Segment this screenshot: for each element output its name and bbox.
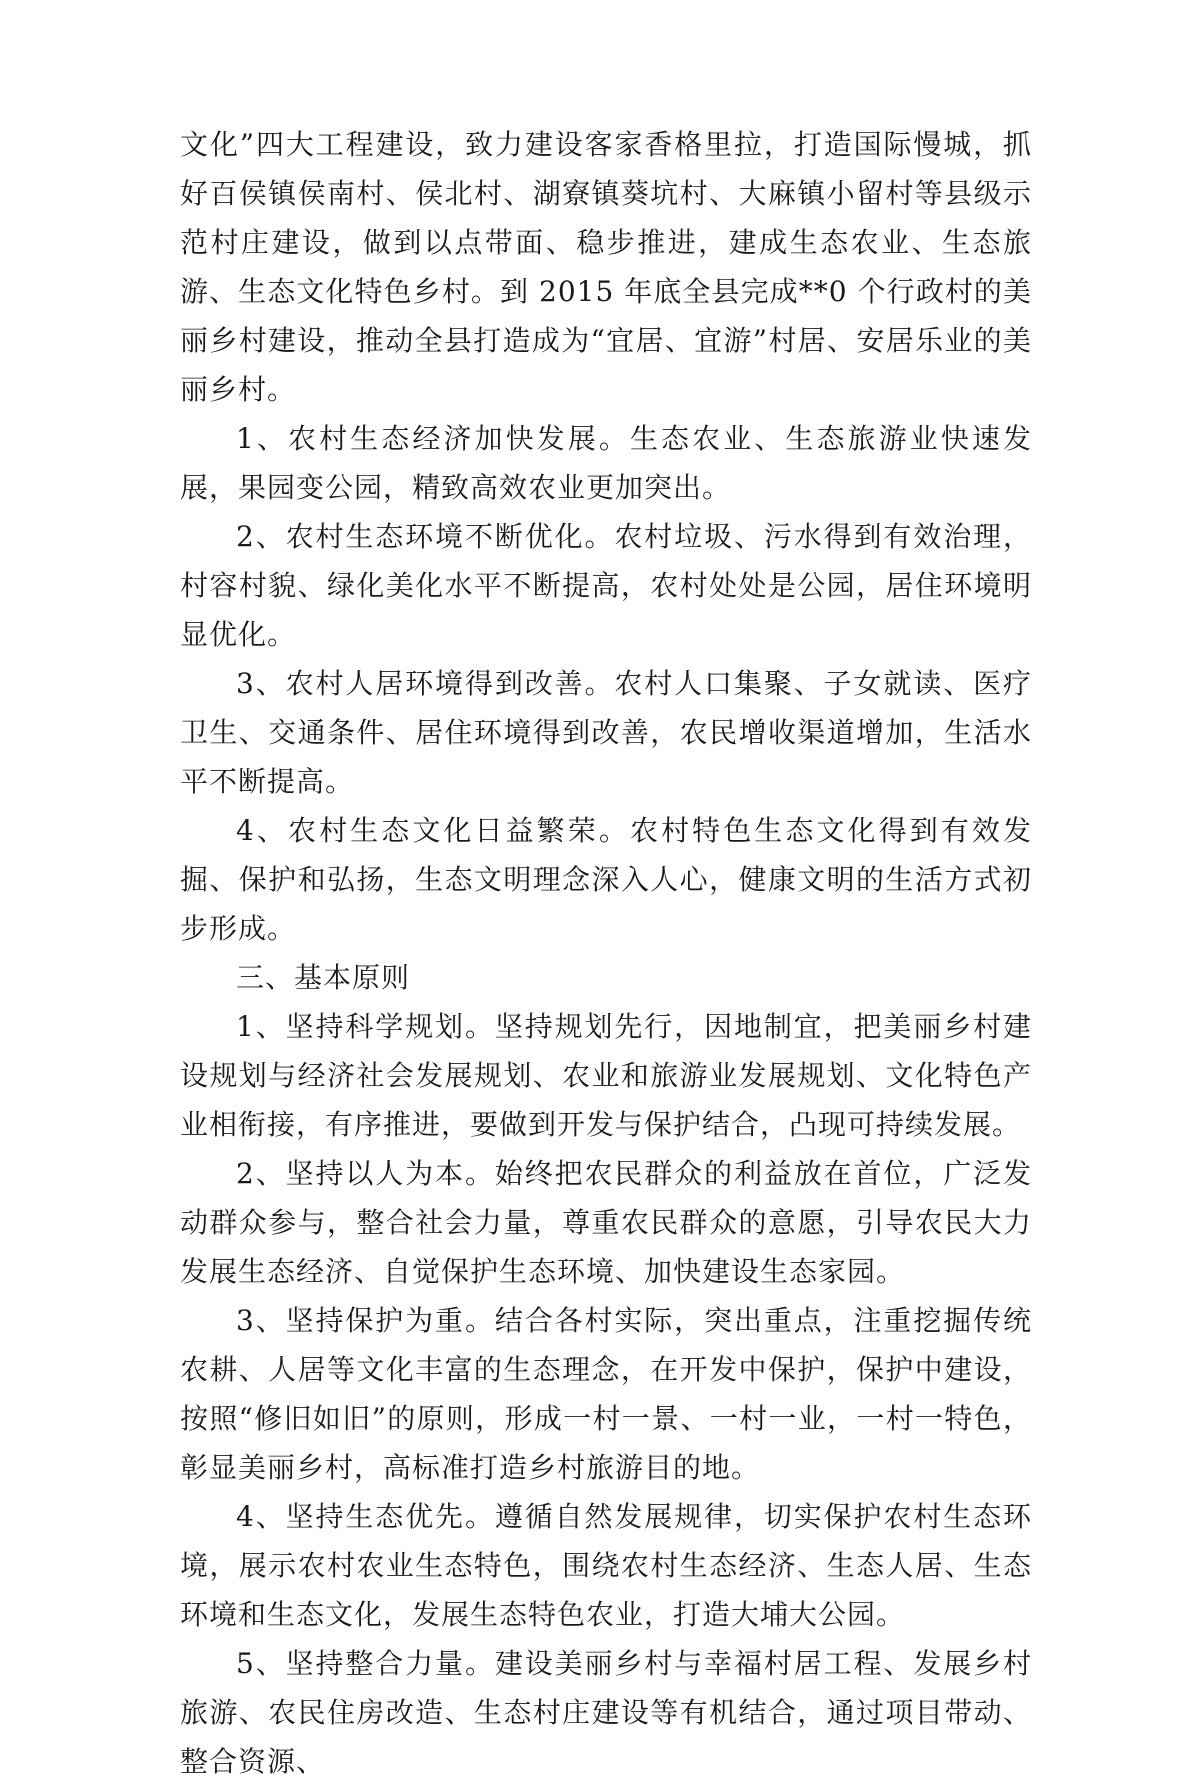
- paragraph-principle-2: 2、坚持以人为本。始终把农民群众的利益放在首位，广泛发动群众参与，整合社会力量，尊重农民群众的意愿，引导农民大力发展生态经济、自觉保护生态环境、加快建设生态家园。: [180, 1157, 1032, 1288]
- paragraph-goal-4: 4、农村生态文化日益繁荣。农村特色生态文化得到有效发掘、保护和弘扬，生态文明理念深入人心，健康文明的生活方式初步形成。: [180, 814, 1032, 945]
- paragraph-principle-4: 4、坚持生态优先。遵循自然发展规律，切实保护农村生态环境，展示农村农业生态特色，围绕农村生态经济、生态人居、生态环境和生态文化，发展生态特色农业，打造大埔大公园。: [180, 1500, 1032, 1631]
- paragraph-principle-5: 5、坚持整合力量。建设美丽乡村与幸福村居工程、发展乡村旅游、农民住房改造、生态村庄建设等有机结合，通过项目带动、整合资源、: [180, 1647, 1032, 1778]
- paragraph-principle-1: 1、坚持科学规划。坚持规划先行，因地制宜，把美丽乡村建设规划与经济社会发展规划、农业和旅游业发展规划、文化特色产业相衔接，有序推进，要做到开发与保护结合，凸现可持续发展。: [180, 1010, 1032, 1141]
- paragraph-goal-2: 2、农村生态环境不断优化。农村垃圾、污水得到有效治理，村容村貌、绿化美化水平不断提高，农村处处是公园，居住环境明显优化。: [180, 520, 1032, 651]
- paragraph-goal-1: 1、农村生态经济加快发展。生态农业、生态旅游业快速发展，果园变公园，精致高效农业更加突出。: [180, 422, 1032, 504]
- document-body: [180, 120, 1032, 1786]
- paragraph-goal-3: 3、农村人居环境得到改善。农村人口集聚、子女就读、医疗卫生、交通条件、居住环境得到改善，农民增收渠道增加，生活水平不断提高。: [180, 667, 1032, 798]
- paragraph-intro-continued: 文化”四大工程建设，致力建设客家香格里拉，打造国际慢城，抓好百侯镇侯南村、侯北村、湖寮镇葵坑村、大麻镇小留村等县级示范村庄建设，做到以点带面、稳步推进，建成生态农业、生态旅游、生态文化特色乡村。到 2015 年底全县完成**0 个行政村的美丽乡村建设，推动全县打造成为“宜居、宜游”村居、安居乐业的美丽乡村。: [180, 128, 1032, 406]
- paragraph-principle-3: 3、坚持保护为重。结合各村实际，突出重点，注重挖掘传统农耕、人居等文化丰富的生态理念，在开发中保护，保护中建设，按照“修旧如旧”的原则，形成一村一景、一村一业，一村一特色，彰显美丽乡村，高标准打造乡村旅游目的地。: [180, 1304, 1032, 1484]
- section-heading-principles: 三、基本原则: [236, 961, 411, 994]
